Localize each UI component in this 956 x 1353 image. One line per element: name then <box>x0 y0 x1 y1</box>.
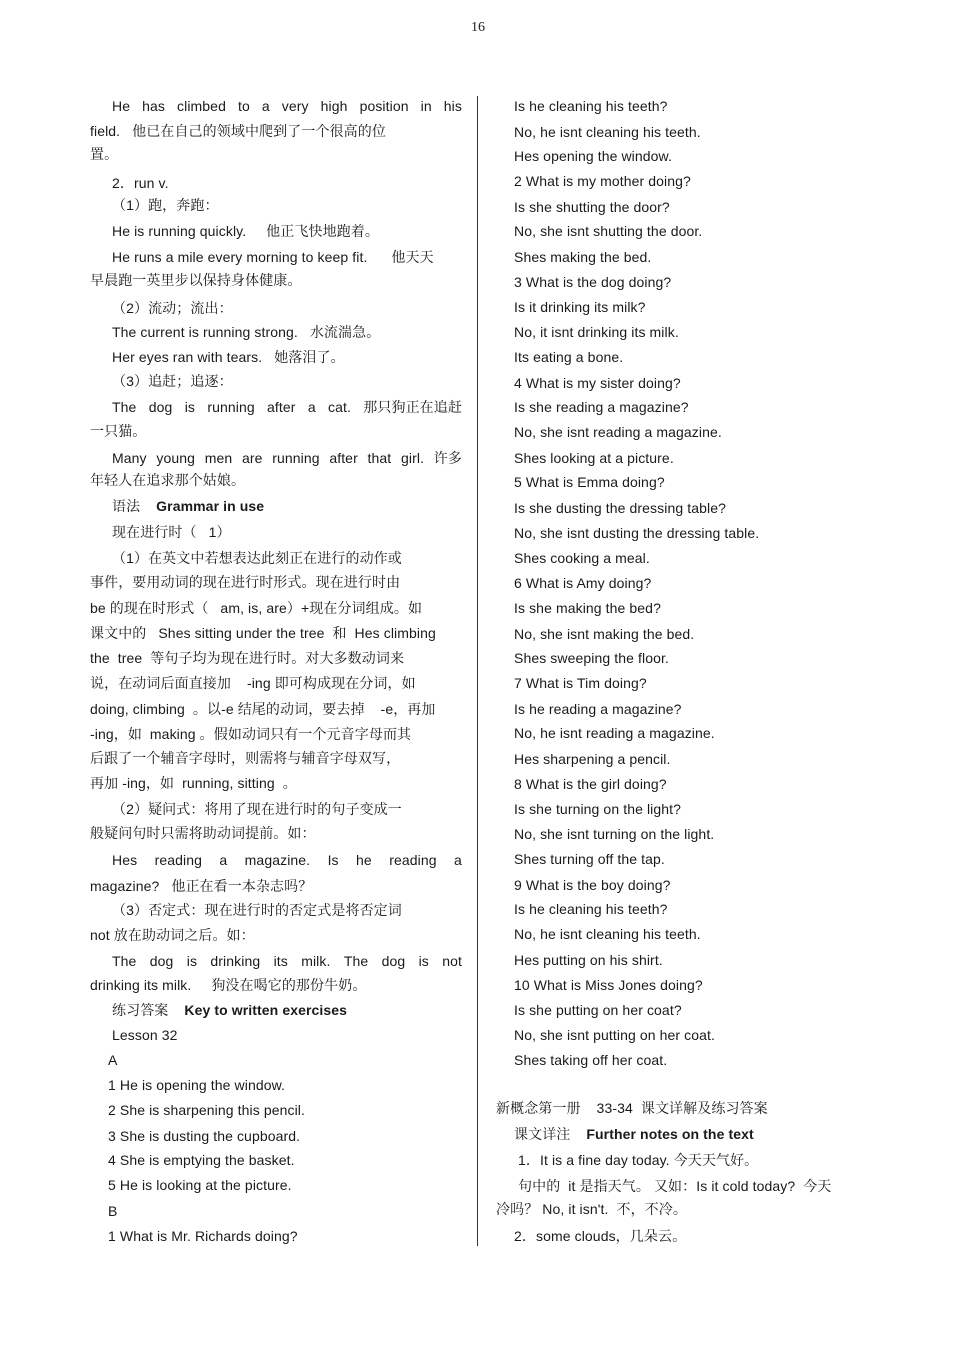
line-text: 现在进行时（ 1） <box>112 524 231 540</box>
line-text: Its eating a bone. <box>514 349 624 365</box>
line-text: （1）在英文中若想表达此刻正在进行的动作或 <box>112 550 402 566</box>
word: Many <box>112 450 147 466</box>
text-line <box>90 975 366 995</box>
text-line <box>514 673 647 693</box>
line-text: Hes sharpening a pencil. <box>514 751 671 767</box>
text-line <box>90 773 297 793</box>
text-line <box>514 498 726 518</box>
line-text: 4 She is emptying the basket. <box>108 1152 295 1168</box>
line-text: Is she putting on her coat? <box>514 1002 682 1018</box>
text-line <box>514 648 669 668</box>
word: Hes <box>112 852 138 868</box>
text-line <box>514 96 668 116</box>
section-heading-en: Grammar in use <box>140 498 265 514</box>
line-text: Shes turning off the tap. <box>514 851 665 867</box>
line-text: 般疑问句时只需将助动词提前。如： <box>90 825 316 841</box>
text-line <box>112 173 169 193</box>
line-text: 事件，要用动词的现在进行时形式。现在进行时由 <box>90 574 401 590</box>
line-text: No, he isnt cleaning his teeth. <box>514 926 701 942</box>
line-text: 课文中的 Shes sitting under the tree 和 Hes climbing <box>90 625 436 641</box>
text-line <box>514 950 663 970</box>
text-line <box>514 774 667 794</box>
text-line <box>112 247 434 267</box>
text-line <box>514 824 714 844</box>
text-line <box>112 322 380 342</box>
line-text: 后跟了一个辅音字母时，则需将与辅音字母双写， <box>90 750 401 766</box>
text-line <box>514 573 651 593</box>
line-text: （2）流动；流出： <box>112 300 233 316</box>
text-line <box>112 496 264 516</box>
line-text: 课文详注 <box>514 1126 571 1142</box>
text-line <box>112 522 231 542</box>
line-text: 语法 <box>112 498 141 514</box>
text-line <box>514 975 703 995</box>
line-text: Shes sweeping the floor. <box>514 650 669 666</box>
text-line <box>112 548 402 568</box>
text-line <box>514 723 715 743</box>
text-line <box>514 1124 754 1144</box>
line-text: 2．run v. <box>112 175 169 191</box>
line-text: 2．some clouds，几朵云。 <box>514 1228 687 1244</box>
line-text: No, she isnt dusting the dressing table. <box>514 525 760 541</box>
line-text: No, she isnt putting on her coat. <box>514 1027 715 1043</box>
text-line <box>112 347 345 367</box>
line-text: Hes putting on his shirt. <box>514 952 663 968</box>
text-line <box>514 1050 667 1070</box>
text-line <box>514 472 665 492</box>
line-text: 3 She is dusting the cupboard. <box>108 1128 301 1144</box>
word: a <box>307 399 316 415</box>
text-line <box>518 1150 758 1170</box>
text-line <box>514 1226 686 1246</box>
text-line <box>90 470 245 490</box>
text-line <box>108 1126 300 1146</box>
text-line <box>112 96 462 116</box>
line-text: The current is running strong. 水流湍急。 <box>112 324 381 340</box>
line-text: No, she isnt shutting the door. <box>514 223 703 239</box>
word: Is <box>327 852 339 868</box>
line-text: Is she turning on the light? <box>514 801 682 817</box>
text-line <box>514 146 672 166</box>
word: his <box>443 98 462 114</box>
text-line <box>514 548 650 568</box>
text-line <box>90 572 400 592</box>
line-text: Shes taking off her coat. <box>514 1052 668 1068</box>
word: reading <box>389 852 437 868</box>
text-line <box>90 673 416 693</box>
word: young <box>156 450 195 466</box>
line-text: Shes making the bed. <box>514 249 652 265</box>
text-line <box>518 1176 831 1196</box>
word: is <box>418 953 429 969</box>
line-text: Hes opening the window. <box>514 148 672 164</box>
text-line <box>112 371 233 391</box>
text-line <box>90 876 312 896</box>
text-line <box>514 799 681 819</box>
word: not <box>442 953 462 969</box>
text-line <box>514 272 671 292</box>
word: drinking <box>210 953 261 969</box>
line-text: field. 他已在自己的领域中爬到了一个很高的位 <box>90 123 386 139</box>
word: has <box>142 98 165 114</box>
text-line <box>108 1201 117 1221</box>
text-line <box>90 699 436 719</box>
text-line <box>514 875 671 895</box>
text-line <box>90 648 404 668</box>
line-text: -ing，如 making 。假如动词只有一个元音字母而其 <box>90 726 412 742</box>
text-line <box>514 749 671 769</box>
line-text: 说，在动词后面直接加 -ing 即可构成现在分词，如 <box>90 675 416 691</box>
text-line <box>514 347 623 367</box>
line-text: Is she dusting the dressing table? <box>514 500 726 516</box>
line-text: 再加 -ing，如 running, sitting 。 <box>90 775 297 791</box>
line-text: A <box>108 1052 118 1068</box>
word: to <box>237 98 250 114</box>
text-line <box>112 397 462 417</box>
word: in <box>420 98 432 114</box>
text-line <box>108 1150 295 1170</box>
line-text: 6 What is Amy doing? <box>514 575 652 591</box>
word: a <box>261 98 270 114</box>
text-line <box>90 598 422 618</box>
text-line <box>90 925 255 945</box>
text-line <box>112 195 219 215</box>
line-text: 新概念第一册 33-34 课文详解及练习答案 <box>496 1100 768 1116</box>
word: is <box>186 953 198 969</box>
text-line <box>514 1000 682 1020</box>
line-text: 2 What is my mother doing? <box>514 173 691 189</box>
word: milk. <box>301 953 331 969</box>
text-line <box>496 1199 687 1219</box>
text-line <box>514 247 651 267</box>
line-text: （2）疑问式：将用了现在进行时的句子变成一 <box>112 801 402 817</box>
text-line <box>514 523 759 543</box>
text-line <box>514 448 674 468</box>
text-line <box>112 298 233 318</box>
text-line <box>514 197 670 217</box>
line-text: No, he isnt cleaning his teeth. <box>514 124 701 140</box>
text-line <box>514 624 694 644</box>
text-line <box>112 951 462 971</box>
text-line <box>514 373 681 393</box>
line-text: doing, climbing 。以-e 结尾的动词，要去掉 -e，再加 <box>90 701 436 717</box>
text-line <box>514 297 646 317</box>
line-text: Is she shutting the door? <box>514 199 670 215</box>
text-line <box>514 422 722 442</box>
word: The <box>112 399 137 415</box>
word: He <box>112 98 131 114</box>
line-text: （3）追赶；追逐： <box>112 373 233 389</box>
word: its <box>273 953 288 969</box>
line-text: Shes looking at a picture. <box>514 450 674 466</box>
line-text: 句中的 it 是指天气。 又如：Is it cold today? 今天 <box>518 1178 832 1194</box>
word: magazine. <box>244 852 311 868</box>
line-text: 一只猫。 <box>90 423 147 439</box>
line-text: 10 What is Miss Jones doing? <box>514 977 703 993</box>
text-line <box>108 1050 117 1070</box>
line-text: drinking its milk. 狗没在喝它的那份牛奶。 <box>90 977 367 993</box>
line-text: He is running quickly. 他正飞快地跑着。 <box>112 223 379 239</box>
line-text: 5 What is Emma doing? <box>514 474 665 490</box>
text-line <box>514 122 701 142</box>
text-line <box>514 1025 715 1045</box>
word: running <box>272 450 320 466</box>
line-text: 年轻人在追求那个姑娘。 <box>90 472 246 488</box>
text-line <box>514 171 691 191</box>
line-text: not 放在助动词之后。如： <box>90 927 255 943</box>
word: The <box>112 953 137 969</box>
line-text: Is he cleaning his teeth? <box>514 98 668 114</box>
word: a <box>219 852 228 868</box>
word: after <box>267 399 296 415</box>
line-text: 5 He is looking at the picture. <box>108 1177 292 1193</box>
line-text: Lesson 32 <box>112 1027 178 1043</box>
word: high <box>320 98 348 114</box>
word: climbed <box>177 98 226 114</box>
text-line <box>90 724 411 744</box>
line-text: No, she isnt making the bed. <box>514 626 695 642</box>
word: he <box>356 852 372 868</box>
line-text: No, it isnt drinking its milk. <box>514 324 679 340</box>
word: cat. <box>328 399 351 415</box>
line-text: He runs a mile every morning to keep fit. 他天天 <box>112 249 434 265</box>
line-text: 冷吗？ No, it isn't. 不，不冷。 <box>496 1201 687 1217</box>
text-line <box>112 900 402 920</box>
line-text: （3）否定式：现在进行时的否定式是将否定词 <box>112 902 402 918</box>
line-text: 练习答案 <box>112 1002 169 1018</box>
text-line <box>108 1175 292 1195</box>
text-line <box>112 1025 178 1045</box>
text-line <box>514 322 679 342</box>
line-text: 7 What is Tim doing? <box>514 675 647 691</box>
text-line <box>112 799 402 819</box>
text-line <box>514 849 665 869</box>
word: running <box>207 399 255 415</box>
text-line <box>514 598 661 618</box>
word: dog <box>148 399 173 415</box>
line-text: 4 What is my sister doing? <box>514 375 681 391</box>
line-text: Is she reading a magazine? <box>514 399 689 415</box>
line-text: No, she isnt reading a magazine. <box>514 424 722 440</box>
line-text: （1）跑，奔跑： <box>112 197 219 213</box>
line-text: No, he isnt reading a magazine. <box>514 725 715 741</box>
line-text: 2 She is sharpening this pencil. <box>108 1102 305 1118</box>
word: 那只狗正在追赶 <box>363 399 462 415</box>
line-text: B <box>108 1203 118 1219</box>
line-text: Is it drinking its milk? <box>514 299 646 315</box>
column-divider <box>477 96 478 1246</box>
text-line <box>112 221 379 241</box>
text-line <box>496 1098 768 1118</box>
line-text: 置。 <box>90 146 119 162</box>
word: position <box>359 98 409 114</box>
line-text: Is she making the bed? <box>514 600 661 616</box>
word: very <box>281 98 309 114</box>
word: dog <box>149 953 174 969</box>
line-text: the tree 等句子均为现在进行时。对大多数动词来 <box>90 650 405 666</box>
word: 许多 <box>433 450 462 466</box>
line-text: 1 What is Mr. Richards doing? <box>108 1228 298 1244</box>
text-line <box>514 221 702 241</box>
text-line <box>90 623 436 643</box>
text-line <box>112 1000 347 1020</box>
text-line <box>90 748 400 768</box>
text-line <box>514 924 701 944</box>
text-line <box>90 121 386 141</box>
word: after <box>329 450 358 466</box>
text-line <box>108 1075 285 1095</box>
text-line <box>514 699 682 719</box>
word: dog <box>381 953 406 969</box>
line-text: No, she isnt turning on the light. <box>514 826 715 842</box>
line-text: 8 What is the girl doing? <box>514 776 667 792</box>
word: men <box>204 450 233 466</box>
line-text: 9 What is the boy doing? <box>514 877 671 893</box>
section-heading-en: Further notes on the text <box>570 1126 754 1142</box>
text-line <box>108 1226 298 1246</box>
word: girl. <box>401 450 425 466</box>
word: reading <box>154 852 202 868</box>
line-text: magazine? 他正在看一本杂志吗？ <box>90 878 313 894</box>
line-text: 3 What is the dog doing? <box>514 274 672 290</box>
section-heading-en: Key to written exercises <box>168 1002 348 1018</box>
line-text: Her eyes ran with tears. 她落泪了。 <box>112 349 345 365</box>
line-text: 1 He is opening the window. <box>108 1077 286 1093</box>
line-text: 早晨跑一英里步以保持身体健康。 <box>90 272 302 288</box>
line-text: Is he cleaning his teeth? <box>514 901 668 917</box>
text-line <box>112 448 462 468</box>
text-line <box>90 270 302 290</box>
word: is <box>184 399 196 415</box>
text-line <box>112 850 462 870</box>
word: that <box>367 450 392 466</box>
page-number: 16 <box>471 20 485 35</box>
text-line <box>90 144 118 164</box>
line-text: 1．It is a fine day today. 今天天气好。 <box>518 1152 759 1168</box>
line-text: be 的现在时形式（ am, is, are）+现在分词组成。如 <box>90 600 423 616</box>
line-text: Shes cooking a meal. <box>514 550 650 566</box>
word: a <box>454 852 462 868</box>
text-line <box>514 397 689 417</box>
text-line <box>90 823 316 843</box>
word: The <box>343 953 369 969</box>
word: are <box>241 450 263 466</box>
text-line <box>108 1100 305 1120</box>
line-text: Is he reading a magazine? <box>514 701 682 717</box>
text-line <box>90 421 146 441</box>
text-line <box>514 899 668 919</box>
